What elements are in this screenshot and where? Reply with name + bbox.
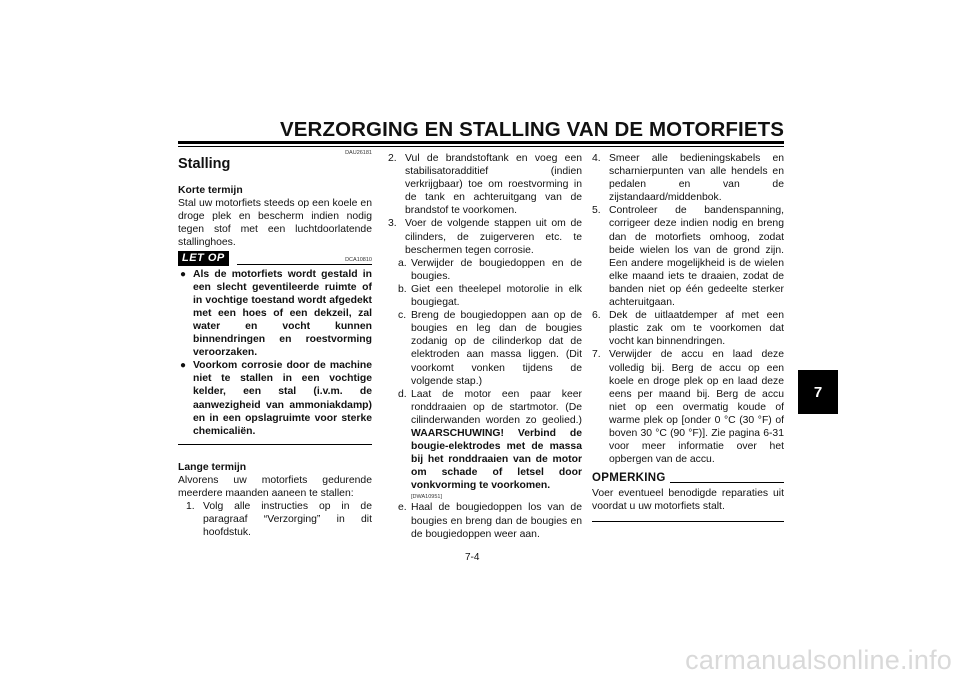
step-text: Voer de volgende stappen uit om de cilinders, de zuigerveren etc. te beschermen tegen corrosie.: [405, 218, 582, 256]
caution-item-text: Voorkom corrosie door de machine niet te stallen in een vochtige kelder, een stal (i.v.m. de aanwezigheid van ammoniakdamp) en in een opslagruimte voor sterke chemicaliën.: [193, 360, 372, 437]
step-number: 1.: [186, 501, 195, 513]
step-number: 6.: [592, 310, 601, 322]
sub-step-item: [388, 257, 582, 283]
note-rule: [670, 482, 784, 483]
caution-code: DCA10810: [345, 256, 372, 263]
note-text: Voer eventueel benodigde reparaties uit voordat u uw motorfiets stalt.: [592, 488, 784, 513]
chapter-tab[interactable]: 7: [798, 370, 838, 414]
short-term-text: Stal uw motorfiets steeds op een koele en droge plek en bescherm indien nodig tegen stof met een luchtdoorlatende stallinghoes.: [178, 198, 372, 249]
short-term-heading: Korte termijn: [178, 185, 243, 197]
sub-step-item: [388, 283, 582, 309]
warning-text: WAARSCHUWING! Verbind de bougie-elektrodes met de massa bij het ronddraaien van de motor om schade of letsel door vonkvorming te voorkomen.: [411, 427, 582, 492]
step-text: Dek de uitlaatdemper af met een plastic zak om te voorkomen dat vocht kan binnendringen.: [609, 310, 784, 348]
section-code: DAU26181: [345, 150, 372, 156]
sub-step-label: c.: [398, 310, 407, 322]
header-rule: [178, 141, 784, 144]
sub-step-label: a.: [398, 257, 407, 269]
step-item: [592, 309, 784, 348]
sub-step-label: e.: [398, 502, 407, 514]
step-text: Vul de brandstoftank en voeg een stabilisatoradditief (indien verkrijgbaar) toe om roestvorming in de tank en achteruitgang van de brandstof te voorkomen.: [405, 153, 582, 217]
section-title: Stalling: [178, 156, 231, 172]
step-item: [592, 204, 784, 309]
step-text: Volg alle instructies op in de paragraaf “Verzorging” in dit hoofdstuk.: [203, 501, 372, 539]
sub-step-text: Giet een theelepel motorolie in elk bougiegat.: [411, 283, 582, 309]
page-title: VERZORGING EN STALLING VAN DE MOTORFIETS: [280, 118, 784, 141]
sub-step-text: Breng de bougiedoppen aan op de bougies en leg dan de bougies zodanig op de cilinderkop dat de elektroden aan massa liggen. (Dit voorkomt vonken tijdens de volgende stap.): [411, 310, 582, 387]
caution-item: [178, 359, 372, 438]
page-number: 7-4: [465, 552, 480, 563]
sub-step-content: [411, 388, 582, 502]
step-number: 7.: [592, 349, 601, 361]
warning-code: [DWA10951]: [411, 494, 442, 501]
sub-step-label: d.: [398, 388, 407, 400]
sub-step-text: Haal de bougiedoppen los van de bougies en breng dan de bougies en de bougiedoppen weer aan.: [411, 502, 582, 540]
step-item: [592, 152, 784, 204]
bullet-icon: ●: [180, 268, 187, 280]
caution-item: [178, 268, 372, 360]
step-item: [592, 348, 784, 466]
sub-step-text: Verwijder de bougiedoppen en de bougies.: [411, 257, 582, 282]
step-item: [178, 500, 372, 539]
sub-step-item: [388, 388, 582, 502]
step-number: 4.: [592, 153, 601, 164]
step-item: [388, 152, 582, 217]
note-header: [592, 472, 784, 485]
bullet-icon: ●: [180, 360, 187, 372]
step-text: Controleer de bandenspanning, corrigeer deze indien nodig en breng dan de motorfiets omhoog, zodat beide wielen los van de grond zijn. Een andere mogelijkheid is de wielen elke maand iets te draaien, zodat de banden niet op één gedeelte sterker achteruitgaan.: [609, 205, 784, 309]
watermark: carmanualsonline.info: [685, 645, 952, 675]
middle-column: [388, 152, 582, 541]
right-column: [592, 152, 784, 522]
step-number: 3.: [388, 218, 397, 230]
sub-step-item: [388, 309, 582, 388]
step-text: Verwijder de accu en laad deze volledig bij. Berg de accu op een koele en droge plek op en laad deze eens per maand bij. Berg de accu niet op een overmatig koude of warme plek op [onder 0 °C (30 °F) of boven 30 °C (90 °F)]. Zie pagina 6-31 voor meer informatie over het opbergen van de accu.: [609, 349, 784, 466]
note-title: OPMERKING: [592, 472, 666, 485]
sub-step-text: Laat de motor een paar keer ronddraaien op de startmotor. (De cilinderwanden worden zo geolied.): [411, 388, 582, 426]
left-column: [178, 150, 372, 539]
sub-step-item: [388, 501, 582, 540]
long-term-text: Alvorens uw motorfiets gedurende meerdere maanden aaneen te stallen:: [178, 474, 372, 499]
step-number: 5.: [592, 205, 601, 217]
caution-label: LET OP: [178, 251, 229, 266]
step-number: 2.: [388, 153, 397, 164]
note-box: [592, 485, 784, 521]
long-term-heading: Lange termijn: [178, 461, 247, 473]
caution-item-text: Als de motorfiets wordt gestald in een slecht geventileerde ruimte of in vochtige toestand wordt afgedekt met een hoes of een dekzeil, zal water en vocht kunnen binnendringen en roestvorming veroorzaken.: [193, 268, 372, 359]
caution-box: [178, 264, 372, 445]
sub-step-label: b.: [398, 283, 407, 295]
step-text: Smeer alle bedieningskabels en scharnierpunten van alle hendels en pedalen en van de zijstandaard/middenbok.: [609, 153, 784, 204]
caution-rule: [237, 264, 372, 265]
header-rule-thin: [178, 146, 784, 147]
step-item: [388, 217, 582, 256]
